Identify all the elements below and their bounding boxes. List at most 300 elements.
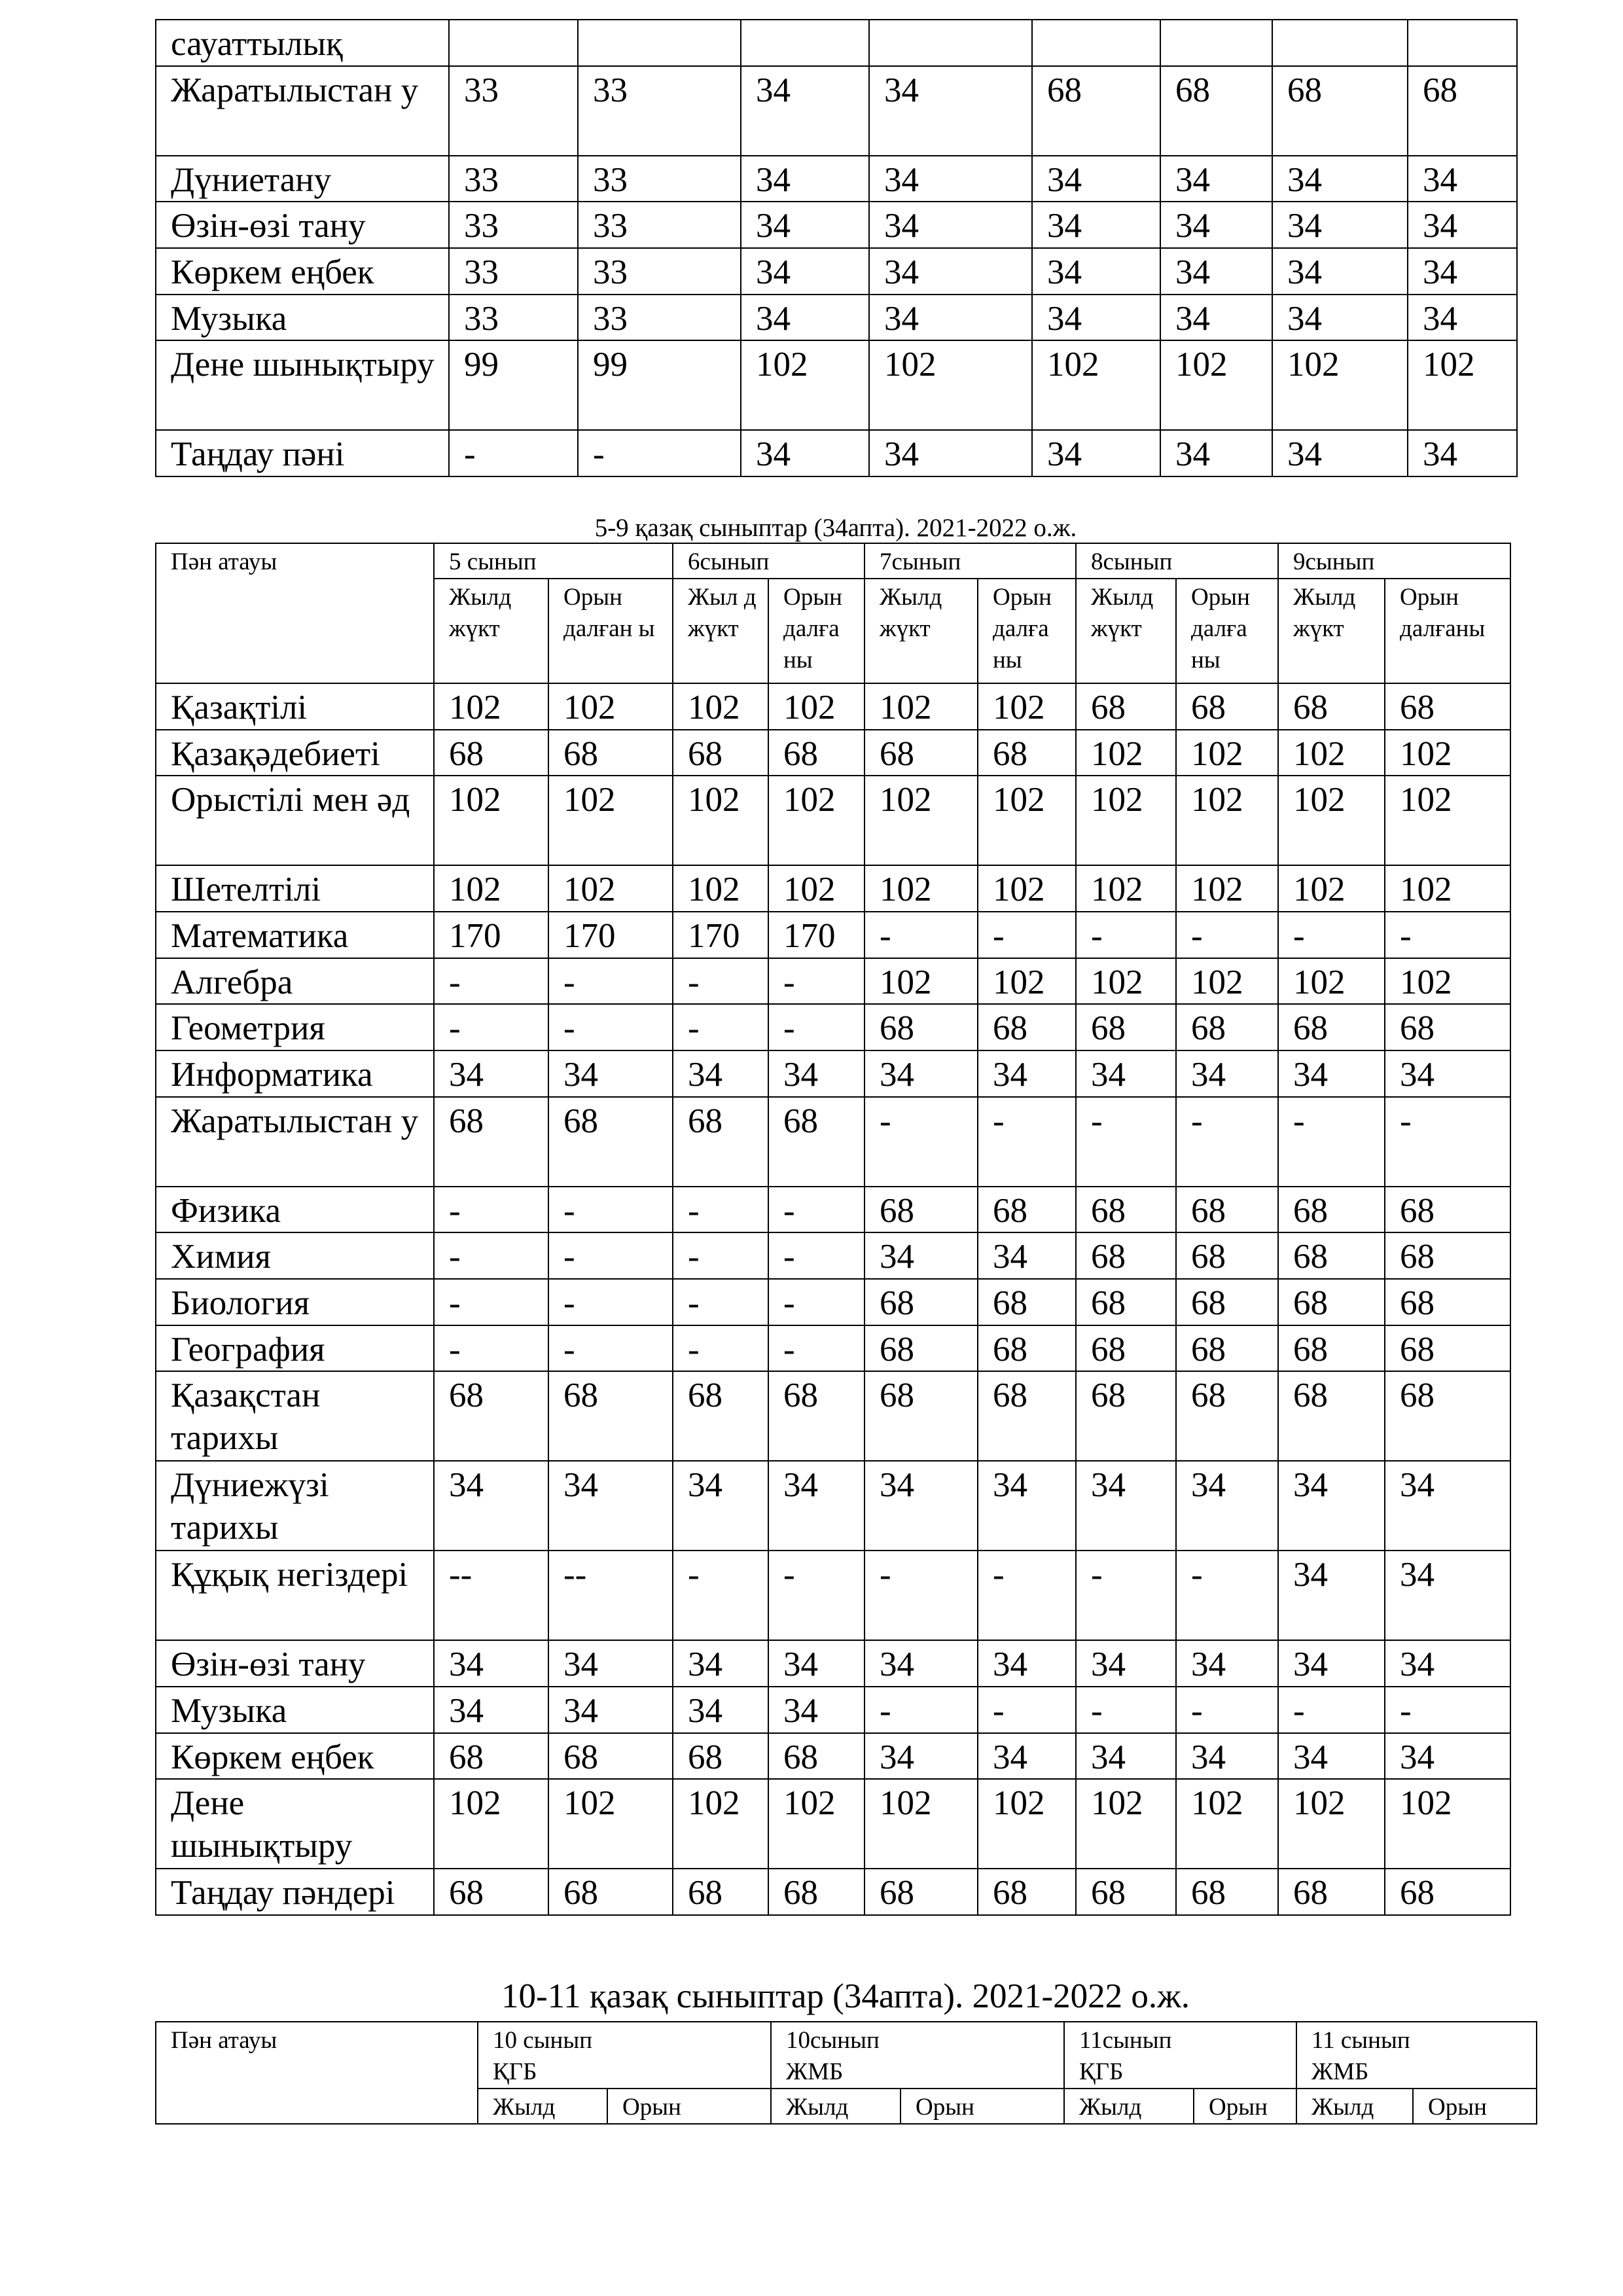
subheader-cell: Жылд xyxy=(1064,2089,1194,2124)
hours-cell: 102 xyxy=(1076,730,1176,776)
hours-cell: - xyxy=(548,958,673,1005)
hours-cell: 34 xyxy=(869,248,1032,295)
hours-cell: 102 xyxy=(1076,1779,1176,1869)
hours-cell: 102 xyxy=(1176,958,1278,1005)
hours-cell: 99 xyxy=(449,340,578,430)
hours-cell: - xyxy=(768,958,865,1005)
hours-cell: - xyxy=(548,1232,673,1279)
subject-name-cell: Математика xyxy=(156,912,434,958)
table3-caption: 10-11 қазақ сыныптар (34апта). 2021-2022 о.ж. xyxy=(501,1977,1190,2015)
hours-cell: 68 xyxy=(1278,1232,1385,1279)
class-header: 9сынып xyxy=(1278,543,1510,579)
hours-cell: 34 xyxy=(1408,295,1517,341)
hours-cell: - xyxy=(548,1187,673,1233)
subject-name-cell: Орыстілі мен әд xyxy=(156,776,434,865)
hours-cell: 102 xyxy=(1385,730,1510,776)
hours-cell: 34 xyxy=(1408,156,1517,202)
hours-cell: 34 xyxy=(1278,1640,1385,1687)
grades-10-11-hours-table xyxy=(155,2021,1537,2125)
hours-cell: 34 xyxy=(978,1733,1076,1780)
hours-cell: 34 xyxy=(1385,1733,1510,1780)
hours-cell: 34 xyxy=(1032,202,1160,248)
subheader-cell: Жылд жүкт xyxy=(865,579,978,683)
hours-cell: 34 xyxy=(1076,1640,1176,1687)
hours-cell: 68 xyxy=(434,730,548,776)
hours-cell: 68 xyxy=(1176,1325,1278,1372)
table2-caption: 5-9 қазақ сыныптар (34апта). 2021-2022 о.ж. xyxy=(594,514,1077,542)
table-row xyxy=(156,1551,1510,1640)
hours-cell: - xyxy=(865,1551,978,1640)
table-row xyxy=(156,1869,1510,1915)
hours-cell: 34 xyxy=(1408,248,1517,295)
hours-cell: 68 xyxy=(1076,1004,1176,1050)
hours-cell: 33 xyxy=(578,295,741,341)
hours-cell: 34 xyxy=(869,430,1032,476)
hours-cell: - xyxy=(768,1279,865,1325)
hours-cell: 102 xyxy=(1385,776,1510,865)
hours-cell: - xyxy=(865,1687,978,1733)
hours-cell: - xyxy=(434,1187,548,1233)
hours-cell: 102 xyxy=(1176,730,1278,776)
hours-cell: 68 xyxy=(1176,1371,1278,1461)
hours-cell: 34 xyxy=(434,1640,548,1687)
hours-cell: 68 xyxy=(1278,1004,1385,1050)
subject-name-cell: Музыка xyxy=(156,295,449,341)
hours-cell: 33 xyxy=(578,156,741,202)
hours-cell: - xyxy=(1176,912,1278,958)
subheader-cell: Орын далғаны xyxy=(1385,579,1510,683)
table-row xyxy=(156,1461,1510,1551)
hours-cell: - xyxy=(978,1097,1076,1187)
subject-name-cell: География xyxy=(156,1325,434,1372)
hours-cell: 33 xyxy=(449,295,578,341)
hours-cell: 68 xyxy=(978,1004,1076,1050)
subheader-cell: Орын xyxy=(1194,2089,1296,2124)
hours-cell: 34 xyxy=(1408,430,1517,476)
table-row xyxy=(156,1050,1510,1097)
hours-cell: 102 xyxy=(434,683,548,730)
hours-cell: 102 xyxy=(865,865,978,912)
table-row xyxy=(156,20,1517,66)
table-row xyxy=(156,1733,1510,1780)
hours-cell: 102 xyxy=(673,865,768,912)
hours-cell: 34 xyxy=(548,1687,673,1733)
table-row xyxy=(156,248,1517,295)
subject-name-cell: Информатика xyxy=(156,1050,434,1097)
hours-cell: 34 xyxy=(768,1050,865,1097)
hours-cell: 68 xyxy=(978,730,1076,776)
hours-cell: 68 xyxy=(673,1371,768,1461)
hours-cell xyxy=(449,20,578,66)
subject-name-cell: Қазақтілі xyxy=(156,683,434,730)
hours-cell: - xyxy=(434,958,548,1005)
hours-cell: 34 xyxy=(869,202,1032,248)
hours-cell: 34 xyxy=(673,1640,768,1687)
class-header: 7сынып xyxy=(865,543,1076,579)
hours-cell: 68 xyxy=(548,1869,673,1915)
hours-cell: 102 xyxy=(1176,776,1278,865)
hours-cell: 68 xyxy=(978,1325,1076,1372)
class-header xyxy=(1064,2022,1296,2089)
hours-cell: -- xyxy=(548,1551,673,1640)
hours-cell: 68 xyxy=(434,1371,548,1461)
hours-cell: 34 xyxy=(869,66,1032,156)
hours-cell: 102 xyxy=(434,1779,548,1869)
hours-cell: 33 xyxy=(449,156,578,202)
table-row xyxy=(156,865,1510,912)
subheader-cell: Жылд жүкт xyxy=(1278,579,1385,683)
hours-cell: 68 xyxy=(1076,683,1176,730)
hours-cell: - xyxy=(1176,1551,1278,1640)
hours-cell: - xyxy=(865,912,978,958)
hours-cell: 170 xyxy=(768,912,865,958)
table-row xyxy=(156,683,1510,730)
table-row xyxy=(156,1371,1510,1461)
hours-cell: 34 xyxy=(1272,295,1408,341)
hours-cell: 102 xyxy=(1176,865,1278,912)
table-row xyxy=(156,202,1517,248)
hours-cell: 102 xyxy=(741,340,869,430)
class-header: 6сынып xyxy=(673,543,865,579)
hours-cell: 34 xyxy=(869,295,1032,341)
hours-cell: 68 xyxy=(768,1869,865,1915)
subheader-cell: Жыл д жүкт xyxy=(673,579,768,683)
hours-cell: 102 xyxy=(865,1779,978,1869)
hours-cell: 34 xyxy=(1160,295,1272,341)
hours-cell: 170 xyxy=(434,912,548,958)
hours-cell: 102 xyxy=(1272,340,1408,430)
hours-cell: 68 xyxy=(768,1733,865,1780)
hours-cell: 68 xyxy=(1076,1371,1176,1461)
hours-cell: 102 xyxy=(1032,340,1160,430)
hours-cell: 102 xyxy=(768,1779,865,1869)
table-row xyxy=(156,430,1517,476)
hours-cell: 68 xyxy=(865,730,978,776)
subheader-cell: Орын xyxy=(607,2089,771,2124)
hours-cell: 34 xyxy=(1160,430,1272,476)
hours-cell: 34 xyxy=(741,295,869,341)
table-row xyxy=(156,66,1517,156)
hours-cell: 68 xyxy=(1278,683,1385,730)
subject-name-cell: Дүниежүзі тарихы xyxy=(156,1461,434,1551)
hours-cell: 68 xyxy=(1385,1869,1510,1915)
hours-cell: - xyxy=(1076,1551,1176,1640)
hours-cell: 34 xyxy=(1076,1050,1176,1097)
hours-cell: 68 xyxy=(1032,66,1160,156)
hours-cell: 33 xyxy=(449,202,578,248)
hours-cell: 68 xyxy=(1176,683,1278,730)
hours-cell: 102 xyxy=(1076,958,1176,1005)
hours-cell: - xyxy=(434,1004,548,1050)
hours-cell: 68 xyxy=(1076,1325,1176,1372)
hours-cell: 170 xyxy=(548,912,673,958)
hours-cell: 102 xyxy=(865,776,978,865)
primary-hours-table-continued xyxy=(155,19,1518,477)
hours-cell: 68 xyxy=(434,1733,548,1780)
hours-cell xyxy=(1032,20,1160,66)
hours-cell: -- xyxy=(434,1551,548,1640)
subject-name-header: Пән атауы xyxy=(156,543,434,683)
hours-cell: 34 xyxy=(434,1461,548,1551)
subject-name-cell: Қазақәдебиеті xyxy=(156,730,434,776)
hours-cell: 34 xyxy=(1160,202,1272,248)
hours-cell: - xyxy=(768,1004,865,1050)
subject-name-cell: Биология xyxy=(156,1279,434,1325)
hours-cell: 34 xyxy=(548,1640,673,1687)
hours-cell: - xyxy=(768,1232,865,1279)
table-row xyxy=(156,156,1517,202)
subheader-cell: Жылд xyxy=(1296,2089,1413,2124)
subheader-cell: Орын далға ны xyxy=(978,579,1076,683)
hours-cell: 34 xyxy=(1076,1461,1176,1551)
hours-cell: - xyxy=(434,1279,548,1325)
hours-cell: - xyxy=(865,1097,978,1187)
table-row xyxy=(156,1187,1510,1233)
hours-cell: 34 xyxy=(1385,1551,1510,1640)
hours-cell: 99 xyxy=(578,340,741,430)
hours-cell: 68 xyxy=(978,1187,1076,1233)
hours-cell: 68 xyxy=(673,1733,768,1780)
hours-cell: 34 xyxy=(865,1640,978,1687)
subject-name-cell: Геометрия xyxy=(156,1004,434,1050)
hours-cell: 34 xyxy=(673,1050,768,1097)
hours-cell: - xyxy=(673,1279,768,1325)
hours-cell: 68 xyxy=(434,1097,548,1187)
hours-cell: 34 xyxy=(978,1050,1076,1097)
hours-cell: 68 xyxy=(1278,1325,1385,1372)
hours-cell: 34 xyxy=(1032,248,1160,295)
hours-cell: 34 xyxy=(1278,1551,1385,1640)
table-row xyxy=(156,1279,1510,1325)
hours-cell: 34 xyxy=(1176,1050,1278,1097)
class-name: 10сынып xyxy=(786,2027,880,2054)
subject-name-cell: Дүниетану xyxy=(156,156,449,202)
hours-cell: 102 xyxy=(1278,958,1385,1005)
hours-cell: 34 xyxy=(1278,1461,1385,1551)
hours-cell: - xyxy=(673,1004,768,1050)
hours-cell: 68 xyxy=(1385,1325,1510,1372)
hours-cell: 34 xyxy=(768,1687,865,1733)
hours-cell: - xyxy=(1385,1687,1510,1733)
subject-name-cell: Көркем еңбек xyxy=(156,1733,434,1780)
subject-name-cell: Жаратылыстан у xyxy=(156,1097,434,1187)
hours-cell: - xyxy=(768,1325,865,1372)
hours-cell: 68 xyxy=(865,1279,978,1325)
hours-cell: 34 xyxy=(434,1687,548,1733)
table-row xyxy=(156,340,1517,430)
hours-cell: - xyxy=(434,1325,548,1372)
hours-cell: - xyxy=(548,1325,673,1372)
hours-cell: - xyxy=(1076,912,1176,958)
hours-cell: 34 xyxy=(548,1461,673,1551)
table-row xyxy=(156,776,1510,865)
hours-cell: 68 xyxy=(548,730,673,776)
hours-cell: - xyxy=(768,1551,865,1640)
hours-cell: 102 xyxy=(548,1779,673,1869)
hours-cell: - xyxy=(1076,1687,1176,1733)
hours-cell: 68 xyxy=(673,730,768,776)
hours-cell: 68 xyxy=(1385,1279,1510,1325)
hours-cell: 34 xyxy=(1278,1050,1385,1097)
hours-cell: 68 xyxy=(1076,1869,1176,1915)
subheader-cell: Жылд жүкт xyxy=(1076,579,1176,683)
subject-name-cell: Өзін-өзі тану xyxy=(156,1640,434,1687)
hours-cell: - xyxy=(449,430,578,476)
hours-cell: 102 xyxy=(1385,958,1510,1005)
hours-cell: 68 xyxy=(1076,1232,1176,1279)
hours-cell: 102 xyxy=(548,776,673,865)
hours-cell: 68 xyxy=(978,1371,1076,1461)
hours-cell: 34 xyxy=(1176,1461,1278,1551)
hours-cell: - xyxy=(548,1004,673,1050)
hours-cell: 34 xyxy=(1385,1640,1510,1687)
hours-cell: - xyxy=(578,430,741,476)
subject-name-cell: Құқық негіздері xyxy=(156,1551,434,1640)
hours-cell: 34 xyxy=(1176,1733,1278,1780)
hours-cell: 102 xyxy=(434,776,548,865)
hours-cell: - xyxy=(1176,1097,1278,1187)
table-row xyxy=(156,1232,1510,1279)
hours-cell: 68 xyxy=(865,1371,978,1461)
class-track: ЖМБ xyxy=(1311,2058,1369,2086)
hours-cell: 33 xyxy=(578,66,741,156)
subject-name-header: Пән атауы xyxy=(156,2022,478,2124)
hours-cell: - xyxy=(1076,1097,1176,1187)
class-header: 8сынып xyxy=(1076,543,1278,579)
subheader-cell: Орын далға ны xyxy=(768,579,865,683)
hours-cell: 34 xyxy=(768,1640,865,1687)
hours-cell: 34 xyxy=(978,1640,1076,1687)
subheader-cell: Жылд xyxy=(478,2089,607,2124)
subject-name-cell: Химия xyxy=(156,1232,434,1279)
hours-cell: 68 xyxy=(1278,1279,1385,1325)
hours-cell: 68 xyxy=(548,1097,673,1187)
hours-cell: 68 xyxy=(978,1869,1076,1915)
hours-cell: - xyxy=(1176,1687,1278,1733)
subject-name-cell: Өзін-өзі тану xyxy=(156,202,449,248)
hours-cell: 34 xyxy=(1032,430,1160,476)
hours-cell: 34 xyxy=(1032,156,1160,202)
hours-cell: 68 xyxy=(1385,683,1510,730)
hours-cell: 34 xyxy=(1160,156,1272,202)
hours-cell: 34 xyxy=(1272,156,1408,202)
hours-cell: - xyxy=(673,1232,768,1279)
hours-cell xyxy=(741,20,869,66)
subheader-cell: Орын xyxy=(901,2089,1064,2124)
hours-cell: 33 xyxy=(578,202,741,248)
hours-cell: 68 xyxy=(1176,1869,1278,1915)
hours-cell: 102 xyxy=(673,776,768,865)
hours-cell: 102 xyxy=(1408,340,1517,430)
hours-cell: - xyxy=(1278,912,1385,958)
hours-cell: 34 xyxy=(1160,248,1272,295)
class-name: 10 сынып xyxy=(493,2027,592,2054)
table2-body xyxy=(156,683,1510,1915)
subject-name-cell: Жаратылыстан у xyxy=(156,66,449,156)
hours-cell: 34 xyxy=(1272,248,1408,295)
hours-cell: - xyxy=(434,1232,548,1279)
subheader-cell: Жылд жүкт xyxy=(434,579,548,683)
hours-cell: 34 xyxy=(1408,202,1517,248)
hours-cell: 102 xyxy=(978,958,1076,1005)
hours-cell: 34 xyxy=(768,1461,865,1551)
subject-name-cell: Дене шынықтыру xyxy=(156,340,449,430)
class-header: 5 сынып xyxy=(434,543,673,579)
hours-cell: - xyxy=(1385,1097,1510,1187)
hours-cell: 102 xyxy=(865,683,978,730)
hours-cell: 34 xyxy=(1176,1640,1278,1687)
hours-cell: 68 xyxy=(1272,66,1408,156)
table-row xyxy=(156,958,1510,1005)
hours-cell: - xyxy=(978,912,1076,958)
hours-cell: - xyxy=(673,1551,768,1640)
hours-cell: 34 xyxy=(978,1232,1076,1279)
hours-cell: 34 xyxy=(741,248,869,295)
subject-name-cell: сауаттылық xyxy=(156,20,449,66)
hours-cell: 170 xyxy=(673,912,768,958)
class-name: 11 сынып xyxy=(1311,2027,1410,2054)
hours-cell: 68 xyxy=(1278,1371,1385,1461)
hours-cell: 102 xyxy=(768,776,865,865)
hours-cell: 102 xyxy=(768,865,865,912)
subject-name-cell: Физика xyxy=(156,1187,434,1233)
hours-cell: 34 xyxy=(741,202,869,248)
table-row xyxy=(156,1325,1510,1372)
hours-cell: 68 xyxy=(1160,66,1272,156)
hours-cell xyxy=(1408,20,1517,66)
hours-cell: 68 xyxy=(768,730,865,776)
hours-cell: 34 xyxy=(1032,295,1160,341)
table-row xyxy=(156,1097,1510,1187)
hours-cell: - xyxy=(1278,1097,1385,1187)
hours-cell: 102 xyxy=(978,865,1076,912)
hours-cell: 34 xyxy=(865,1232,978,1279)
hours-cell: 68 xyxy=(1176,1279,1278,1325)
hours-cell: 68 xyxy=(1176,1004,1278,1050)
hours-cell: 34 xyxy=(865,1733,978,1780)
hours-cell: - xyxy=(673,1325,768,1372)
grades-5-9-hours-table xyxy=(155,543,1511,1916)
hours-cell: 68 xyxy=(865,1325,978,1372)
hours-cell: 102 xyxy=(1385,865,1510,912)
hours-cell: 102 xyxy=(434,865,548,912)
hours-cell: 34 xyxy=(865,1461,978,1551)
hours-cell: 102 xyxy=(1278,865,1385,912)
hours-cell: 68 xyxy=(1385,1187,1510,1233)
hours-cell: 68 xyxy=(978,1279,1076,1325)
hours-cell xyxy=(1160,20,1272,66)
table-row xyxy=(156,1779,1510,1869)
hours-cell: 102 xyxy=(548,683,673,730)
hours-cell: 68 xyxy=(673,1097,768,1187)
hours-cell: 102 xyxy=(1176,1779,1278,1869)
hours-cell xyxy=(869,20,1032,66)
hours-cell xyxy=(1272,20,1408,66)
subject-name-cell: Қазақстан тарихы xyxy=(156,1371,434,1461)
hours-cell: 34 xyxy=(548,1050,673,1097)
class-header xyxy=(771,2022,1064,2089)
hours-cell: 68 xyxy=(548,1733,673,1780)
hours-cell: 34 xyxy=(865,1050,978,1097)
hours-cell: 102 xyxy=(978,1779,1076,1869)
hours-cell: 102 xyxy=(1278,1779,1385,1869)
hours-cell: 68 xyxy=(1076,1187,1176,1233)
hours-cell: 34 xyxy=(1385,1050,1510,1097)
table1-body xyxy=(156,20,1517,476)
subject-name-cell: Алгебра xyxy=(156,958,434,1005)
hours-cell: 68 xyxy=(1176,1232,1278,1279)
hours-cell: 34 xyxy=(673,1687,768,1733)
